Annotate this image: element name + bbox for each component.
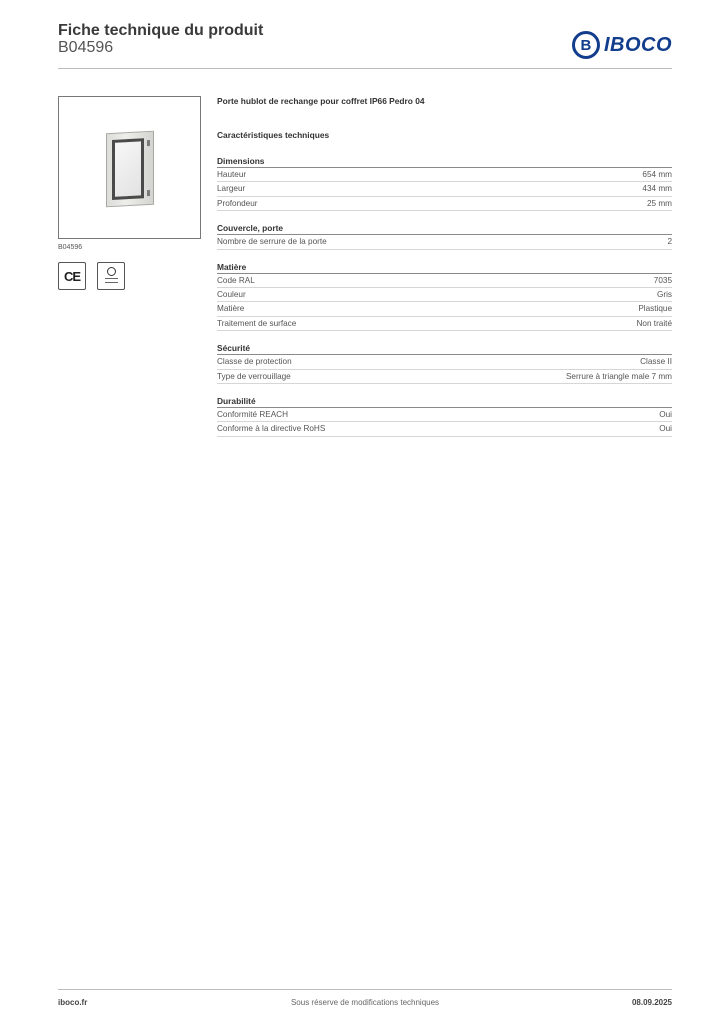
footer-notice: Sous réserve de modifications techniques [290,998,440,1007]
spec-label: Profondeur [217,198,258,208]
spec-label: Nombre de serrure de la porte [217,237,327,247]
spec-label: Traitement de surface [217,318,297,328]
footer-date: 08.09.2025 [631,998,672,1007]
spec-value: Oui [659,424,672,434]
logo-mark-icon: B [572,31,600,59]
spec-row [217,274,672,288]
spec-groups [217,156,672,437]
spec-row [217,182,672,196]
spec-group-title: Durabilité [217,396,672,408]
spec-label: Matière [217,304,245,314]
spec-value: 654 mm [642,170,672,179]
spec-group [217,343,672,384]
spec-group [217,396,672,437]
page-title: Fiche technique du produit [58,22,264,39]
spec-label: Type de verrouillage [217,371,291,381]
spec-row [217,355,672,369]
spec-section [217,96,672,437]
spec-row [217,168,672,182]
image-caption: B04596 [58,244,83,251]
spec-value: 434 mm [642,184,672,194]
hinge-icon [147,140,150,146]
spec-value: 25 mm [646,198,672,208]
door-window [112,138,144,200]
spec-label: Classe de protection [217,357,292,367]
door-illustration [106,131,154,208]
spec-value: 2 [667,237,672,247]
spec-group-title: Matière [217,262,672,274]
footer-site: iboco.fr [58,998,88,1007]
spec-row [217,370,672,384]
spec-row [217,302,672,316]
spec-group-title: Couvercle, porte [217,223,672,235]
spec-value: 7035 [653,275,672,285]
spec-value: Oui [659,409,672,419]
spec-value: Serrure à triangle male 7 mm [565,371,672,381]
spec-group-title: Sécurité [217,343,672,355]
product-code: B04596 [58,39,114,56]
spec-value: Classe II [640,357,672,367]
spec-label: Code RAL [217,275,255,285]
spec-value: Plastique [638,304,672,314]
iboco-logo [572,29,672,61]
spec-value: Non traité [636,318,672,328]
spec-group [217,156,672,211]
ce-mark-icon: CE [58,262,86,290]
certification-text-lines [105,278,118,283]
spec-label: Couleur [217,289,246,299]
spec-row [217,288,672,302]
spec-label: Largeur [217,184,246,194]
product-image [58,96,201,239]
certification-seal [107,267,116,276]
page-header [58,22,672,68]
spec-row [217,422,672,436]
spec-value: Gris [656,289,672,299]
certification-icon [97,262,125,290]
spec-row [217,197,672,211]
spec-label: Hauteur [217,170,247,179]
spec-label: Conforme à la directive RoHS [217,424,326,434]
tech-heading: Caractéristiques techniques [217,130,330,140]
spec-row [217,408,672,422]
footer-divider [58,989,672,990]
spec-label: Conformité REACH [217,409,288,419]
spec-row [217,235,672,249]
spec-row [217,317,672,331]
header-divider [58,68,672,69]
spec-group-title: Dimensions [217,156,672,168]
spec-group [217,223,672,249]
spec-group [217,262,672,332]
product-name: Porte hublot de rechange pour coffret IP66 Pedro 04 [217,96,425,106]
logo-text: IBOCO [603,33,672,56]
hinge-icon [147,190,150,196]
